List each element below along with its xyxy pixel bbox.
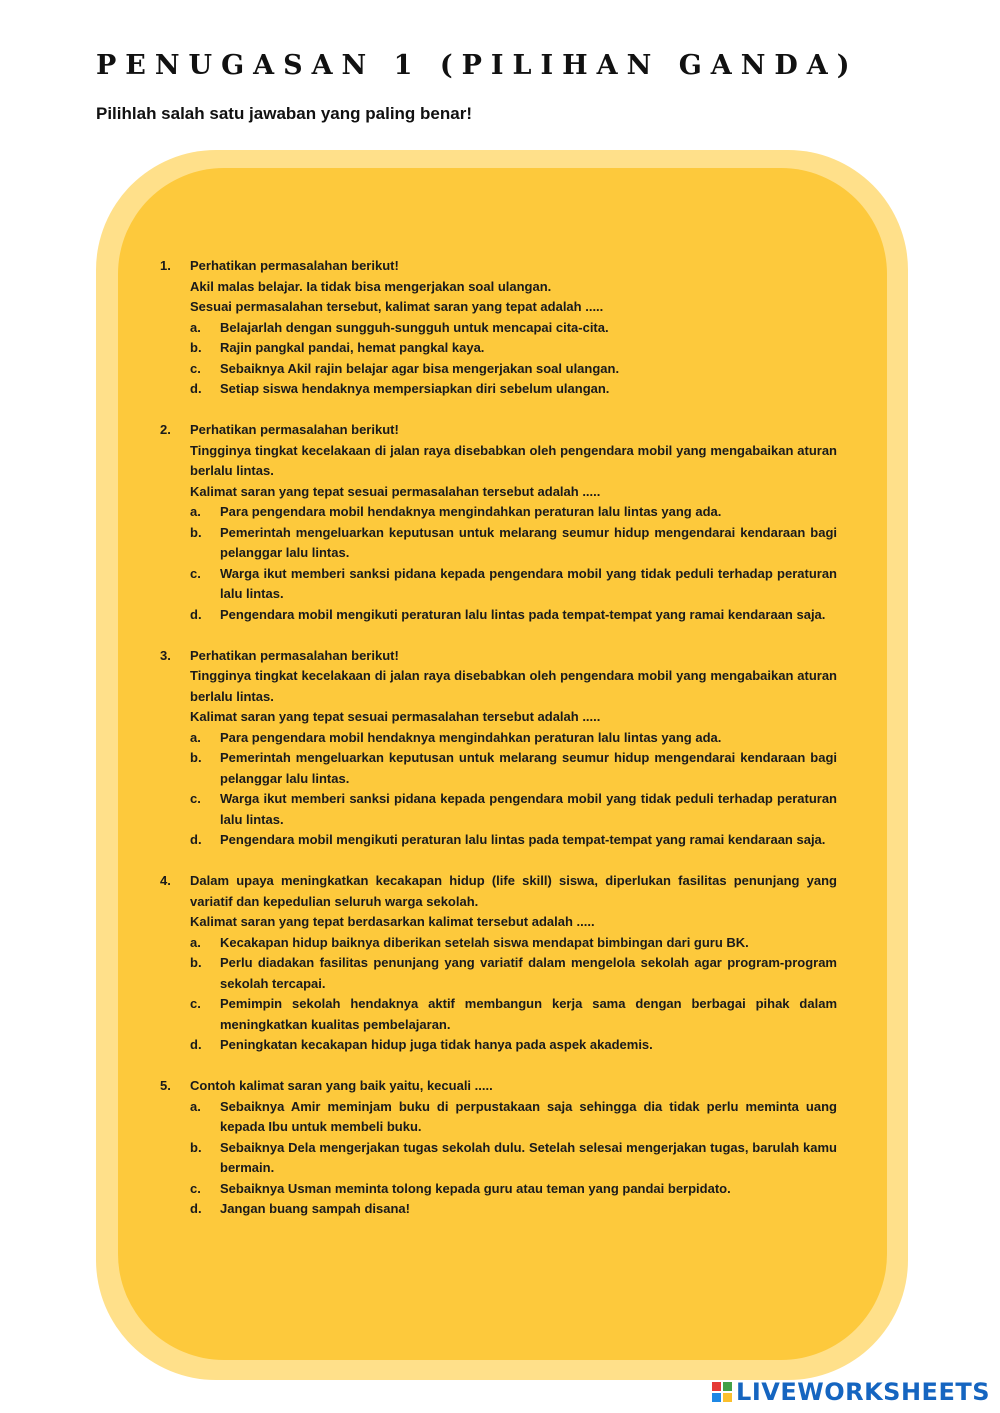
answer-option[interactable] [190, 379, 837, 400]
page-title: PENUGASAN 1 (PILIHAN GANDA) [96, 50, 859, 81]
answer-option[interactable] [190, 338, 837, 359]
option-letter: b. [190, 340, 202, 355]
answer-option[interactable] [190, 1035, 837, 1056]
answer-option[interactable] [190, 523, 837, 564]
option-text: Pemerintah mengeluarkan keputusan untuk melarang seumur hidup mengendarai kendaraan bagi pelanggar lalu lintas. [220, 750, 837, 786]
option-text: Sebaiknya Dela mengerjakan tugas sekolah dulu. Setelah selesai mengerjakan tugas, barulah kamu bermain. [220, 1139, 837, 1175]
option-letter: b. [190, 524, 202, 540]
answer-option[interactable] [190, 359, 837, 380]
instruction-text: Pilihlah salah satu jawaban yang paling benar! [96, 104, 472, 123]
question-text: Kalimat saran yang tepat berdasarkan kalimat tersebut adalah ..... [190, 914, 595, 929]
question-text: Perhatikan permasalahan berikut! [190, 258, 399, 273]
question-text: Tingginya tingkat kecelakaan di jalan raya disebabkan oleh pengendara mobil yang mengabaikan aturan berlalu lintas. [190, 668, 837, 704]
logo-block [723, 1382, 732, 1391]
question-item [160, 871, 837, 1056]
answer-option[interactable] [190, 502, 837, 523]
option-letter: d. [190, 606, 202, 622]
option-letter: c. [190, 1180, 201, 1196]
answer-option[interactable] [190, 994, 837, 1035]
answer-option[interactable] [190, 1179, 837, 1200]
option-text: Sebaiknya Usman meminta tolong kepada guru atau teman yang pandai berpidato. [220, 1180, 731, 1196]
liveworksheets-brand [712, 1378, 990, 1406]
question-number: 1. [160, 258, 171, 273]
logo-block [712, 1393, 721, 1402]
answer-option[interactable] [190, 953, 837, 994]
answer-option[interactable] [190, 564, 837, 605]
option-text: Peningkatan kecakapan hidup juga tidak hanya pada aspek akademis. [220, 1037, 653, 1052]
option-letter: c. [190, 360, 201, 376]
question-text: Perhatikan permasalahan berikut! [190, 647, 399, 663]
option-letter: a. [190, 729, 201, 745]
option-letter: b. [190, 955, 202, 970]
question-item [160, 646, 837, 851]
question-text: Kalimat saran yang tepat sesuai permasalahan tersebut adalah ..... [190, 709, 601, 724]
question-text: Tingginya tingkat kecelakaan di jalan raya disebabkan oleh pengendara mobil yang mengabaikan aturan berlalu lintas. [190, 442, 837, 478]
answer-option[interactable] [190, 1199, 837, 1220]
answer-option[interactable] [190, 1138, 837, 1179]
question-text: Akil malas belajar. Ia tidak bisa mengerjakan soal ulangan. [190, 278, 552, 294]
question-item [160, 1076, 837, 1220]
answer-option[interactable] [190, 830, 837, 851]
answer-option[interactable] [190, 789, 837, 830]
logo-block [712, 1382, 721, 1391]
option-letter: b. [190, 750, 202, 765]
option-text: Pemimpin sekolah hendaknya aktif membangun kerja sama dengan berbagai pihak dalam meningkatkan kualitas pembelajaran. [220, 996, 837, 1032]
option-letter: a. [190, 934, 201, 950]
answer-option[interactable] [190, 1097, 837, 1138]
option-letter: a. [190, 1098, 201, 1114]
question-text: Contoh kalimat saran yang baik yaitu, kecuali ..... [190, 1078, 493, 1093]
option-letter: a. [190, 504, 201, 519]
option-text: Para pengendara mobil hendaknya mengindahkan peraturan lalu lintas yang ada. [220, 729, 722, 745]
option-text: Pengendara mobil mengikuti peraturan lalu lintas pada tempat-tempat yang ramai kendaraan saja. [220, 832, 826, 847]
option-letter: c. [190, 791, 201, 806]
answer-option[interactable] [190, 318, 837, 339]
question-text: Perhatikan permasalahan berikut! [190, 422, 399, 437]
option-text: Warga ikut memberi sanksi pidana kepada pengendara mobil yang tidak peduli terhadap peraturan lalu lintas. [220, 565, 837, 601]
option-letter: c. [190, 565, 201, 581]
option-text: Pengendara mobil mengikuti peraturan lalu lintas pada tempat-tempat yang ramai kendaraan saja. [220, 606, 826, 622]
option-letter: d. [190, 1201, 202, 1216]
option-text: Pemerintah mengeluarkan keputusan untuk melarang seumur hidup mengendarai kendaraan bagi pelanggar lalu lintas. [220, 524, 837, 560]
question-text: Sesuai permasalahan tersebut, kalimat saran yang tepat adalah ..... [190, 299, 604, 314]
option-text: Para pengendara mobil hendaknya mengindahkan peraturan lalu lintas yang ada. [220, 504, 722, 519]
option-text: Kecakapan hidup baiknya diberikan setelah siswa mendapat bimbingan dari guru BK. [220, 934, 749, 950]
option-text: Rajin pangkal pandai, hemat pangkal kaya. [220, 340, 485, 355]
option-letter: d. [190, 381, 202, 396]
option-text: Perlu diadakan fasilitas penunjang yang variatif dalam mengelola sekolah agar program-program sekolah tercapai. [220, 955, 837, 991]
question-item [160, 420, 837, 625]
option-letter: a. [190, 319, 201, 335]
question-list [160, 256, 837, 1240]
brand-name: LIVEWORKSHEETS [736, 1378, 990, 1406]
answer-option[interactable] [190, 728, 837, 749]
option-text: Setiap siswa hendaknya mempersiapkan diri sebelum ulangan. [220, 381, 610, 396]
liveworksheets-logo-icon [712, 1382, 732, 1402]
question-text: Kalimat saran yang tepat sesuai permasalahan tersebut adalah ..... [190, 483, 601, 499]
question-number: 5. [160, 1078, 171, 1093]
option-text: Jangan buang sampah disana! [220, 1201, 410, 1216]
option-text: Belajarlah dengan sungguh-sungguh untuk mencapai cita-cita. [220, 319, 609, 335]
option-letter: d. [190, 832, 202, 847]
question-item [160, 256, 837, 400]
option-text: Warga ikut memberi sanksi pidana kepada pengendara mobil yang tidak peduli terhadap peraturan lalu lintas. [220, 791, 837, 827]
question-number: 4. [160, 873, 171, 888]
option-text: Sebaiknya Amir meminjam buku di perpustakaan saja sehingga dia tidak perlu meminta uang kepada Ibu untuk membeli buku. [220, 1098, 837, 1134]
answer-option[interactable] [190, 933, 837, 954]
option-letter: c. [190, 996, 201, 1011]
question-number: 3. [160, 647, 171, 663]
answer-option[interactable] [190, 605, 837, 626]
option-letter: d. [190, 1037, 202, 1052]
question-number: 2. [160, 422, 171, 437]
answer-option[interactable] [190, 748, 837, 789]
logo-block [723, 1393, 732, 1402]
option-text: Sebaiknya Akil rajin belajar agar bisa mengerjakan soal ulangan. [220, 360, 620, 376]
question-text: Dalam upaya meningkatkan kecakapan hidup (life skill) siswa, diperlukan fasilitas penunjang yang variatif dan kepedulian seluruh warga sekolah. [190, 873, 837, 909]
option-letter: b. [190, 1139, 202, 1155]
